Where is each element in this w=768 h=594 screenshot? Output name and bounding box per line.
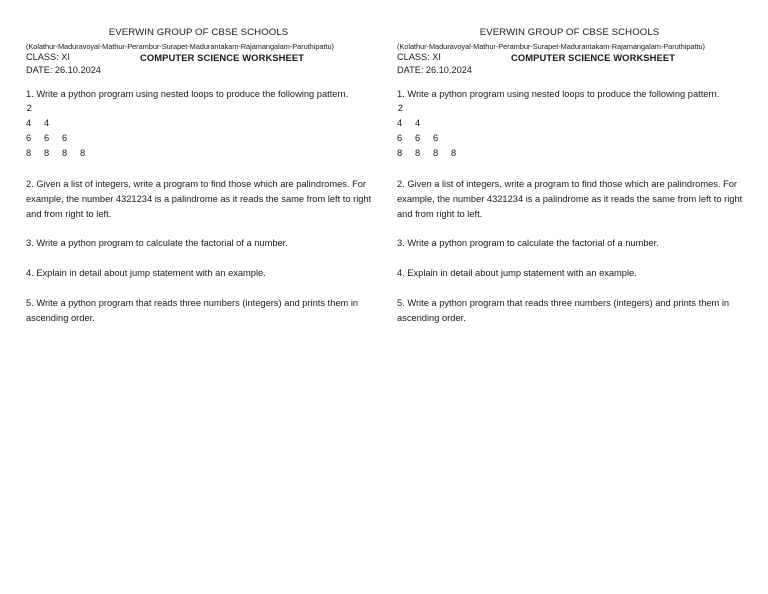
pattern-number: 8 [451, 148, 457, 158]
question-5: 5. Write a python program that reads three numbers (integers) and prints them in ascending order. [26, 298, 359, 323]
worksheet-title: COMPUTER SCIENCE WORKSHEET [511, 52, 676, 63]
pattern-number: 4 [397, 118, 403, 128]
pattern-number: 8 [415, 148, 421, 158]
pattern-row [26, 101, 98, 116]
pattern-number: 8 [80, 148, 86, 158]
question-2: 2. Given a list of integers, write a program to find those which are palindromes. For example, the number 4321234 is a palindrome as it reads the same from left to right and from right to left. [26, 179, 372, 219]
pattern-row [26, 116, 98, 131]
pattern-number: 4 [44, 118, 50, 128]
pattern-number: 2 [26, 103, 32, 113]
question-5: 5. Write a python program that reads three numbers (integers) and prints them in ascending order. [397, 298, 730, 323]
number-pattern [397, 101, 469, 161]
pattern-number: 6 [62, 133, 68, 143]
pattern-number: 6 [397, 133, 403, 143]
pattern-number: 8 [62, 148, 68, 158]
worksheet-title: COMPUTER SCIENCE WORKSHEET [140, 52, 305, 63]
question-1: 1. Write a python program using nested loops to produce the following pattern. [397, 89, 720, 99]
school-name: EVERWIN GROUP OF CBSE SCHOOLS [479, 27, 660, 38]
branch-list: (Kolathur-Maduravoyal-Mathur-Perambur-Surapet-Madurantakam-Rajamangalam-Paruthipattu) [397, 42, 705, 51]
date-line: DATE: 26.10.2024 [397, 65, 472, 75]
pattern-row [397, 116, 469, 131]
pattern-number: 6 [26, 133, 32, 143]
pattern-row [26, 131, 98, 146]
number-pattern [26, 101, 98, 161]
pattern-number: 2 [397, 103, 403, 113]
branch-list: (Kolathur-Maduravoyal-Mathur-Perambur-Surapet-Madurantakam-Rajamangalam-Paruthipattu) [26, 42, 334, 51]
pattern-row [397, 101, 469, 116]
pattern-row [397, 146, 469, 161]
pattern-number: 8 [26, 148, 32, 158]
pattern-number: 4 [415, 118, 421, 128]
pattern-row [26, 146, 98, 161]
pattern-number: 6 [415, 133, 421, 143]
date-line: DATE: 26.10.2024 [26, 65, 101, 75]
pattern-number: 6 [44, 133, 50, 143]
class-line: CLASS: XI [26, 52, 70, 62]
pattern-number: 4 [26, 118, 32, 128]
class-line: CLASS: XI [397, 52, 441, 62]
pattern-number: 6 [433, 133, 439, 143]
question-2: 2. Given a list of integers, write a program to find those which are palindromes. For example, the number 4321234 is a palindrome as it reads the same from left to right and from right to left. [397, 179, 743, 219]
question-1: 1. Write a python program using nested loops to produce the following pattern. [26, 89, 349, 99]
pattern-row [397, 131, 469, 146]
school-name: EVERWIN GROUP OF CBSE SCHOOLS [108, 27, 289, 38]
question-4: 4. Explain in detail about jump statement with an example. [397, 268, 637, 278]
pattern-number: 8 [44, 148, 50, 158]
question-3: 3. Write a python program to calculate the factorial of a number. [26, 238, 288, 248]
question-3: 3. Write a python program to calculate the factorial of a number. [397, 238, 659, 248]
pattern-number: 8 [433, 148, 439, 158]
question-4: 4. Explain in detail about jump statement with an example. [26, 268, 266, 278]
pattern-number: 8 [397, 148, 403, 158]
